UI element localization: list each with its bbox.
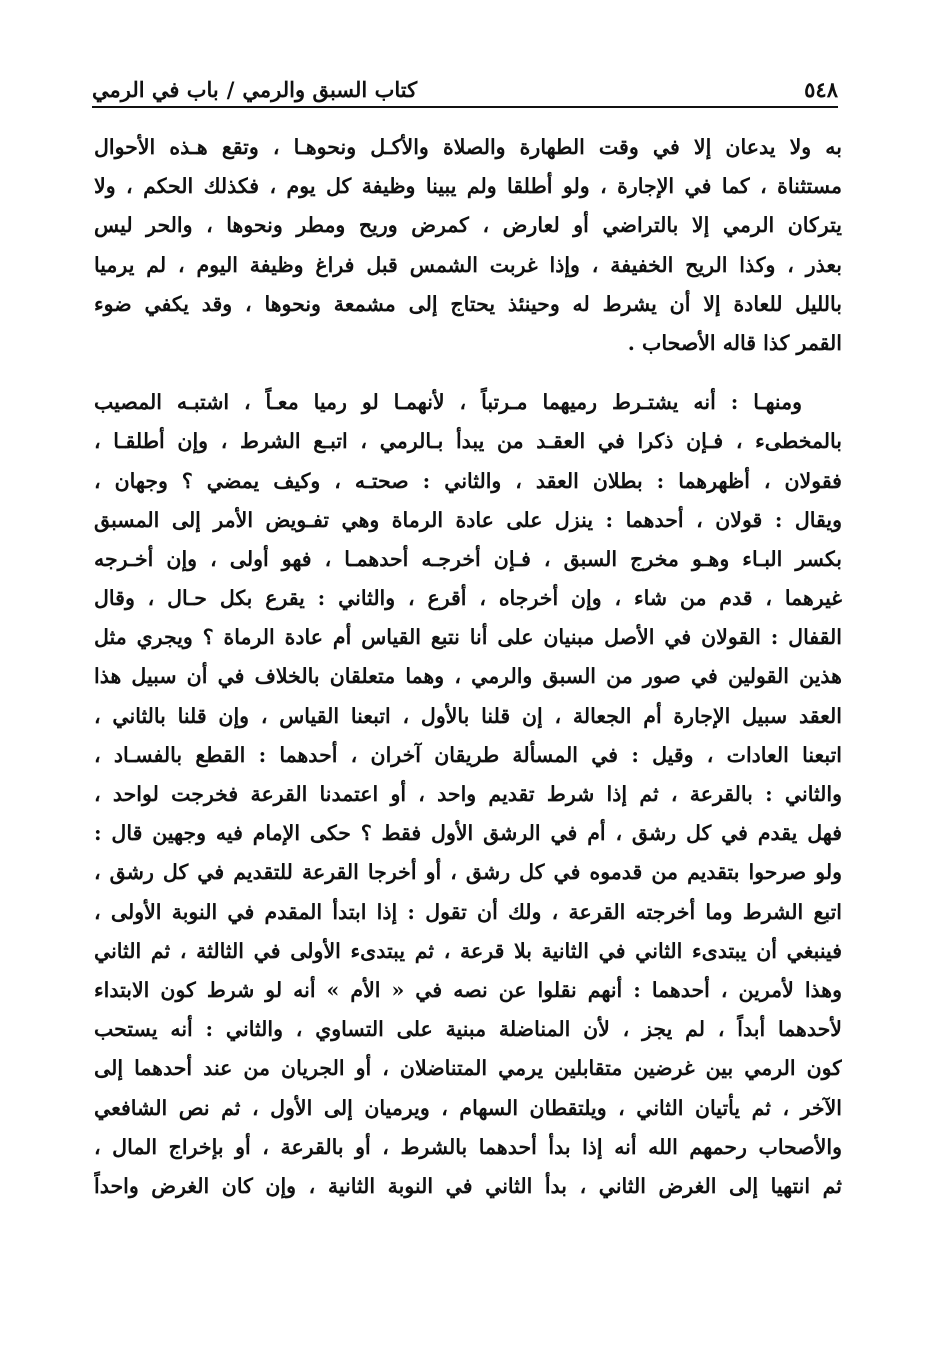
text-line: بعذر ، وكذا الريح الخفيفة ، وإذا غربت الشمس قبل فراغ وظيفة اليوم ، لم يرميا [94,252,842,277]
text-line: كون الرمي بين غرضين متقابلين يرمي المتناضلان ، أو الجريان من عند أحدهما إلى [94,1056,842,1081]
text-line: ثم انتهيا إلى الغرض الثاني ، بدأ الثاني في النوبة الثانية ، وإن كان الغرض واحداً [94,1173,842,1198]
text-line: بالمخطىء ، فـإن ذكرا في العقـد من يبدأ بـالرمي ، اتبـع الشرط ، وإن أطلقـا ، [94,429,842,454]
text-line: لأحدهما أبداً ، لم يجز ، لأن المناضلة مبنية على التساوي ، والثاني : أنه يستحب [94,1017,842,1042]
text-line: والأصحاب رحمهم الله أنه إذا بدأ أحدهما بالشرط ، أو بالقرعة ، أو بإخراج المال ، [94,1134,842,1159]
text-line: الآخر ، ثم يأتيان الثاني ، ويلتقطان السهام ، ويرميان إلى الأول ، ثم نص الشافعي [94,1095,842,1120]
text-line: اتبع الشرط وما أخرجته القرعة ، ولك أن تقول : إذا ابتدأ المقدم في النوبة الأولى ، [94,899,842,924]
text-line: بكسر البـاء وهـو مخرج السبق ، فـإن أخرجـه أحدهمـا ، فهو أولى ، وإن أخـرجه [94,546,842,571]
text-line: بالليل للعادة إلا أن يشرط له وحينئذ يحتاج إلى مشمعة ونحوها ، وقد يكفي ضوء [94,291,842,316]
text-line: ويقال : قولان ، أحدهما : ينزل على عادة الرماة وهي تفـويض الأمر إلى المسبق [94,507,842,532]
text-line: فينبغي أن يبتدىء الثاني في الثانية بلا قرعة ، ثم يبتدىء الأولى في الثالثة ، ثم الثاني [94,938,842,963]
text-line: القفال : القولان في الأصل مبنيان على أنا نتبع القياس أم عادة الرماة ؟ ويجري مثل [94,625,842,650]
text-line: به ولا يدعان إلا في وقت الطهارة والصلاة والأكـل ونحوهـا ، وتقع هـذه الأحوال [94,135,842,159]
paragraph-gap [94,363,842,383]
page-number: ٥٤٨ [804,77,838,102]
header-title [92,77,417,102]
body-text [94,128,842,1206]
text-line: والثاني : بالقرعة ، ثم إذا شرط تقديم واحد ، أو اعتمدنا القرعة فخرجت لواحد ، [94,782,842,806]
paragraph-2 [94,383,842,1206]
text-line: يتركان الرمي إلا بالتراضي أو لعارض ، كمرض وريح ومطر ونحوها ، والحر ليس [94,213,842,238]
text-line: مستثناة ، كما في الإجارة ، ولو أطلقا ولم يبينا وظيفة كل يوم ، فكذلك الحكم ، ولا [94,174,842,199]
running-head [92,62,838,102]
text-line: العقد سبيل الإجارة أم الجعالة ، إن قلنا بالأول ، اتبعنا القياس ، وإن قلنا بالثاني ، [94,703,842,728]
text-line: غيرهما ، قدم من شاء ، وإن أخرجاه ، أقرع ، والثاني : يقرع بكل حـال ، وقال [94,586,842,611]
header-separator: / [226,77,235,102]
text-line: فقولان ، أظهرهما : بطلان العقد ، والثاني : صحتـه ، وكيف يمضي ؟ وجهان ، [94,468,842,493]
text-line: فهل يقدم في كل رشق ، أم في الرشق الأول فقط ؟ حكى الإمام فيه وجهين قال : [94,821,842,846]
text-line: اتبعنا العادات ، وقيل : في المسألة طريقان آخران ، أحدهما : القطع بالفسـاد ، [94,742,842,767]
chapter-title: باب في الرمي [92,77,219,102]
text-line: ولو صرحوا بتقديم من قدموه في كل رشق ، أو أخرجا القرعة للتقديم في كل رشق ، [94,860,842,885]
text-line: هذين القولين في صور من السبق والرمي ، وهما متعلقان بالخلاف في أن سبيل هذا [94,664,842,689]
book-title: كتاب السبق والرمي [242,77,418,102]
text-line: وهذا لأمرين ، أحدهما : أنهم نقلوا عن نصه في « الأم » أنه لو شرط كون الابتداء [94,977,842,1002]
paragraph-1 [94,128,842,363]
header-rule [92,106,838,108]
text-line: القمر كذا قاله الأصحاب . [627,330,842,355]
text-line: ومنهـا : أنه يشتـرط رميهما مـرتباً ، لأنهمـا لو رميا معـاً ، اشتبـه المصيب [94,390,802,415]
